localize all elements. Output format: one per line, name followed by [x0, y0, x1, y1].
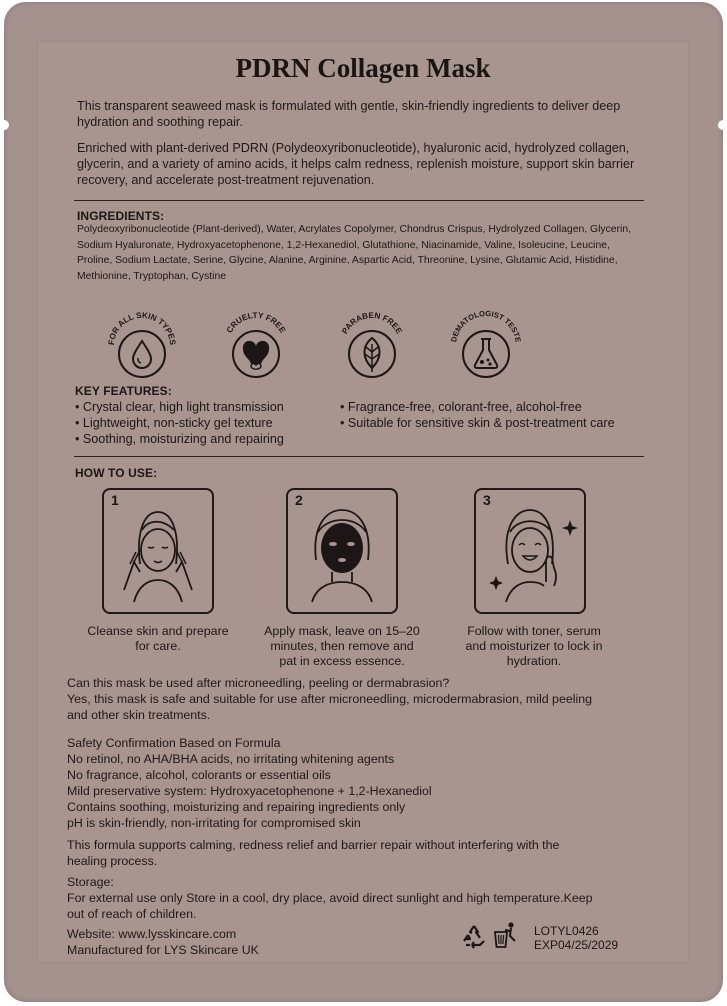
- feature-item: • Lightweight, non-sticky gel texture: [75, 416, 273, 430]
- badge-all-skin-types: [104, 304, 180, 380]
- ingredients-heading: INGREDIENTS:: [77, 209, 165, 223]
- key-features-heading: KEY FEATURES:: [75, 384, 172, 398]
- mask-pouch: [4, 2, 723, 1002]
- step-1-caption: Cleanse skin and prepare for care.: [87, 624, 229, 653]
- droplet-icon: [104, 304, 180, 380]
- step-3-box: [474, 488, 586, 614]
- tear-notch-right: [718, 120, 727, 130]
- support-section: This formula supports calming, redness relief and barrier repair without interfering with the healing process.: [67, 838, 560, 868]
- key-features-right: [340, 399, 615, 431]
- batch-info: [534, 924, 618, 952]
- storage-section: Storage: For external use only Store in a cool, dry place, avoid direct sunlight and high temperature.Keep out of reach of children.: [67, 875, 593, 921]
- manufacturer-text: Manufactured for LYS Skincare UK: [67, 943, 259, 957]
- badge-label: CRUELTY FREE: [224, 310, 288, 335]
- feature-item: • Soothing, moisturizing and repairing: [75, 432, 284, 446]
- leaf-icon: [334, 304, 410, 380]
- product-title: PDRN Collagen Mask: [235, 53, 491, 83]
- safety-item: pH is skin-friendly, non-irritating for compromised skin: [67, 816, 361, 830]
- badge-cruelty-free: [218, 304, 294, 380]
- safety-item: Contains soothing, moisturizing and repairing ingredients only: [67, 800, 406, 814]
- step-number: 3: [483, 492, 491, 508]
- safety-section: [67, 735, 432, 831]
- label-panel: [38, 42, 688, 962]
- badge-dermatologist-tested: [448, 304, 524, 380]
- flask-icon: [448, 304, 524, 380]
- ingredients-list: Polydeoxyribonucleotide (Plant-derived), Water, Acrylates Copolymer, Chondrus Crispus, Hydrolyzed Collagen, Glycerin, Sodium Hyaluronate, Hydroxyacetophenone, 1,2-Hexanediol, Glutathione, Niacinamide, Valine, Isoleucine, Leucine, Proline, Sodium Lactate, Serine, Glycine, Alanine, Arginine, Aspartic Acid, Threonine, Lysine, Glutamic Acid, Histidine, Methionine, Tryptophan, Cystine: [77, 224, 632, 282]
- heart-bunny-icon: [218, 304, 294, 380]
- bin-disposal-icon: [493, 921, 519, 949]
- feature-item: • Crystal clear, high light transmission: [75, 400, 284, 414]
- step-1-box: [102, 488, 214, 614]
- feature-item: • Fragrance-free, colorant-free, alcohol-free: [340, 400, 582, 414]
- safety-heading: Safety Confirmation Based on Formula: [67, 736, 281, 750]
- faq-answer: and other skin treatments.: [67, 708, 211, 722]
- cleansing-face-icon: [104, 490, 212, 612]
- storage-heading: Storage:: [67, 875, 114, 889]
- tear-notch-left: [0, 120, 9, 130]
- divider-1: [74, 200, 644, 201]
- badge-label: PARABEN FREE: [340, 310, 404, 336]
- faq-question: Can this mask be used after microneedling, peeling or dermabrasion?: [67, 676, 450, 690]
- lot-number: LOTYL0426: [534, 924, 599, 938]
- step-number: 2: [295, 492, 303, 508]
- step-3-caption: Follow with toner, serum and moisturizer to lock in hydration.: [465, 624, 603, 668]
- website-text: Website: www.lysskincare.com: [67, 927, 237, 941]
- badge-label: FOR ALL SKIN TYPES: [106, 310, 178, 346]
- svg-text:DEMATOLOGIST TESTE: [449, 309, 523, 343]
- expiry-date: EXP04/25/2029: [534, 938, 619, 952]
- how-to-use-heading: HOW TO USE:: [75, 466, 158, 480]
- key-features-left: [75, 399, 284, 447]
- intro-paragraph-1: This transparent seaweed mask is formulated with gentle, skin-friendly ingredients to deliver deep hydration and soothing repair.: [77, 99, 621, 129]
- divider-2: [74, 456, 644, 457]
- footer-contact: [67, 926, 259, 958]
- moisturized-face-icon: [476, 490, 584, 612]
- sheet-mask-face-icon: [288, 490, 396, 612]
- faq-section: [67, 675, 592, 723]
- feature-item: • Suitable for sensitive skin & post-treatment care: [340, 416, 615, 430]
- svg-text:PARABEN FREE: [340, 311, 404, 336]
- safety-item: Mild preservative system: Hydroxyacetophenone + 1,2-Hexanediol: [67, 784, 432, 798]
- badge-label: DEMATOLOGIST TESTE: [449, 308, 523, 343]
- recycle-icon: [461, 923, 487, 949]
- safety-item: No fragrance, alcohol, colorants or essential oils: [67, 768, 331, 782]
- step-number: 1: [111, 492, 119, 508]
- intro-paragraph-2: Enriched with plant-derived PDRN (Polydeoxyribonucleotide), hyaluronic acid, hydrolyzed collagen, glycerin, and a variety of amino acids, it helps calm redness, replenish moisture, support skin barrier recovery, and accelerate post-treatment rejuvenation.: [77, 141, 635, 187]
- faq-answer: Yes, this mask is safe and suitable for use after microneedling, microdermabrasion, mild peeling: [67, 692, 593, 706]
- step-2-caption: Apply mask, leave on 15–20 minutes, then remove and pat in excess essence.: [264, 624, 420, 668]
- step-2-box: [286, 488, 398, 614]
- badge-paraben-free: [334, 304, 410, 380]
- safety-item: No retinol, no AHA/BHA acids, no irritating whitening agents: [67, 752, 395, 766]
